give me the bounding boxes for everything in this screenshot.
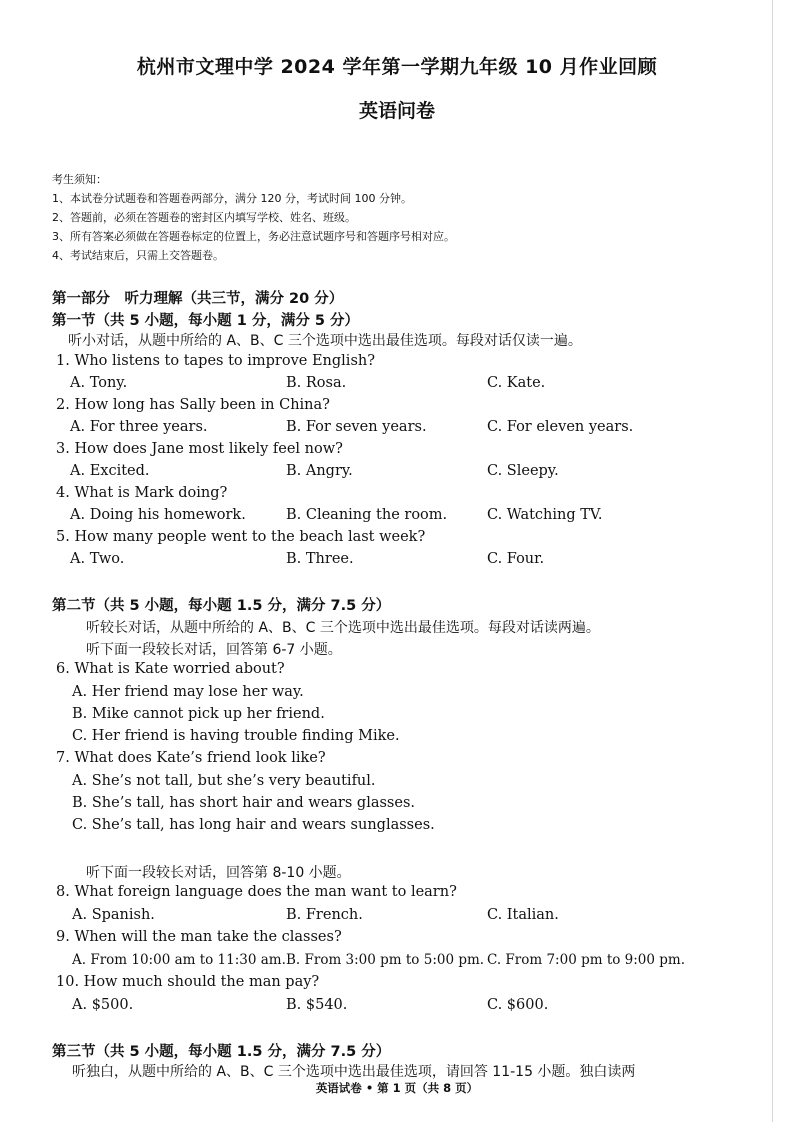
question-1: 1. Who listens to tapes to improve English? — [56, 353, 375, 369]
exam-notice — [52, 170, 455, 265]
q2-option-c: C. For eleven years. — [487, 419, 634, 435]
question-8: 8. What foreign language does the man want to learn? — [56, 884, 457, 900]
question-2: 2. How long has Sally been in China? — [56, 397, 330, 413]
question-5: 5. How many people went to the beach last week? — [56, 529, 426, 545]
q6-option-b: B. Mike cannot pick up her friend. — [72, 706, 325, 722]
question-6: 6. What is Kate worried about? — [56, 661, 285, 677]
section1-instruction: 听小对话，从题中所给的 A、B、C 三个选项中选出最佳选项。每段对话仅读一遍。 — [68, 333, 582, 349]
q3-option-c: C. Sleepy. — [487, 463, 559, 479]
q5-option-a: A. Two. — [70, 551, 125, 567]
q10-option-b: B. $540. — [286, 997, 348, 1013]
q3-option-a: A. Excited. — [70, 463, 150, 479]
section3-instruction: 听独白，从题中所给的 A、B、C 三个选项中选出最佳选项，请回答 11-15 小题。独白读两 — [72, 1064, 636, 1080]
q1-option-b: B. Rosa. — [286, 375, 347, 391]
section2-heading: 第二节（共 5 小题，每小题 1.5 分，满分 7.5 分） — [52, 598, 391, 614]
notice-heading: 考生须知： — [52, 173, 107, 186]
section2-instruction: 听较长对话，从题中所给的 A、B、C 三个选项中选出最佳选项。每段对话读两遍。 — [86, 620, 600, 636]
question-4: 4. What is Mark doing? — [56, 485, 228, 501]
q4-option-b: B. Cleaning the room. — [286, 507, 448, 523]
q2-option-b: B. For seven years. — [286, 419, 427, 435]
q3-option-b: B. Angry. — [286, 463, 353, 479]
q2-option-a: A. For three years. — [70, 419, 208, 435]
notice-item: 2、答题前，必须在答题卷的密封区内填写学校、姓名、班级。 — [52, 211, 356, 224]
section3-heading: 第三节（共 5 小题，每小题 1.5 分，满分 7.5 分） — [52, 1044, 391, 1060]
q9-option-b: B. From 3:00 pm to 5:00 pm. — [286, 952, 485, 968]
q4-option-c: C. Watching TV. — [487, 507, 603, 523]
section1-heading: 第一节（共 5 小题，每小题 1 分，满分 5 分） — [52, 313, 360, 329]
section2-subinstruction-2: 听下面一段较长对话，回答第 8-10 小题。 — [86, 865, 351, 881]
question-3: 3. How does Jane most likely feel now? — [56, 441, 343, 457]
notice-item: 3、所有答案必须做在答题卷标定的位置上，务必注意试题序号和答题序号相对应。 — [52, 230, 455, 243]
part1-heading: 第一部分 听力理解（共三节，满分 20 分） — [52, 291, 344, 307]
q1-option-c: C. Kate. — [487, 375, 546, 391]
q6-option-c: C. Her friend is having trouble finding Mike. — [72, 728, 400, 744]
q7-option-c: C. She’s tall, has long hair and wears sunglasses. — [72, 817, 435, 833]
q10-option-a: A. $500. — [72, 997, 134, 1013]
q10-option-c: C. $600. — [487, 997, 549, 1013]
scan-edge-line — [772, 0, 773, 1122]
q7-option-b: B. She’s tall, has short hair and wears glasses. — [72, 795, 415, 811]
q8-option-b: B. French. — [286, 907, 363, 923]
exam-title: 杭州市文理中学 2024 学年第一学期九年级 10 月作业回顾 — [136, 56, 658, 78]
q7-option-a: A. She’s not tall, but she’s very beautiful. — [72, 773, 376, 789]
q1-option-a: A. Tony. — [70, 375, 128, 391]
q8-option-a: A. Spanish. — [72, 907, 155, 923]
page-footer: 英语试卷 • 第 1 页（共 8 页） — [315, 1081, 479, 1095]
question-9: 9. When will the man take the classes? — [56, 929, 342, 945]
q9-option-a: A. From 10:00 am to 11:30 am. — [72, 952, 286, 968]
question-7: 7. What does Kate’s friend look like? — [56, 750, 326, 766]
notice-item: 1、本试卷分试题卷和答题卷两部分，满分 120 分，考试时间 100 分钟。 — [52, 192, 412, 205]
q8-option-c: C. Italian. — [487, 907, 559, 923]
exam-subtitle: 英语问卷 — [358, 100, 435, 122]
q5-option-c: C. Four. — [487, 551, 545, 567]
question-10: 10. How much should the man pay? — [56, 974, 320, 990]
q5-option-b: B. Three. — [286, 551, 354, 567]
q4-option-a: A. Doing his homework. — [70, 507, 246, 523]
section2-subinstruction-1: 听下面一段较长对话，回答第 6-7 小题。 — [86, 642, 342, 658]
q6-option-a: A. Her friend may lose her way. — [72, 684, 304, 700]
q9-option-c: C. From 7:00 pm to 9:00 pm. — [487, 952, 685, 968]
notice-item: 4、考试结束后，只需上交答题卷。 — [52, 249, 224, 262]
